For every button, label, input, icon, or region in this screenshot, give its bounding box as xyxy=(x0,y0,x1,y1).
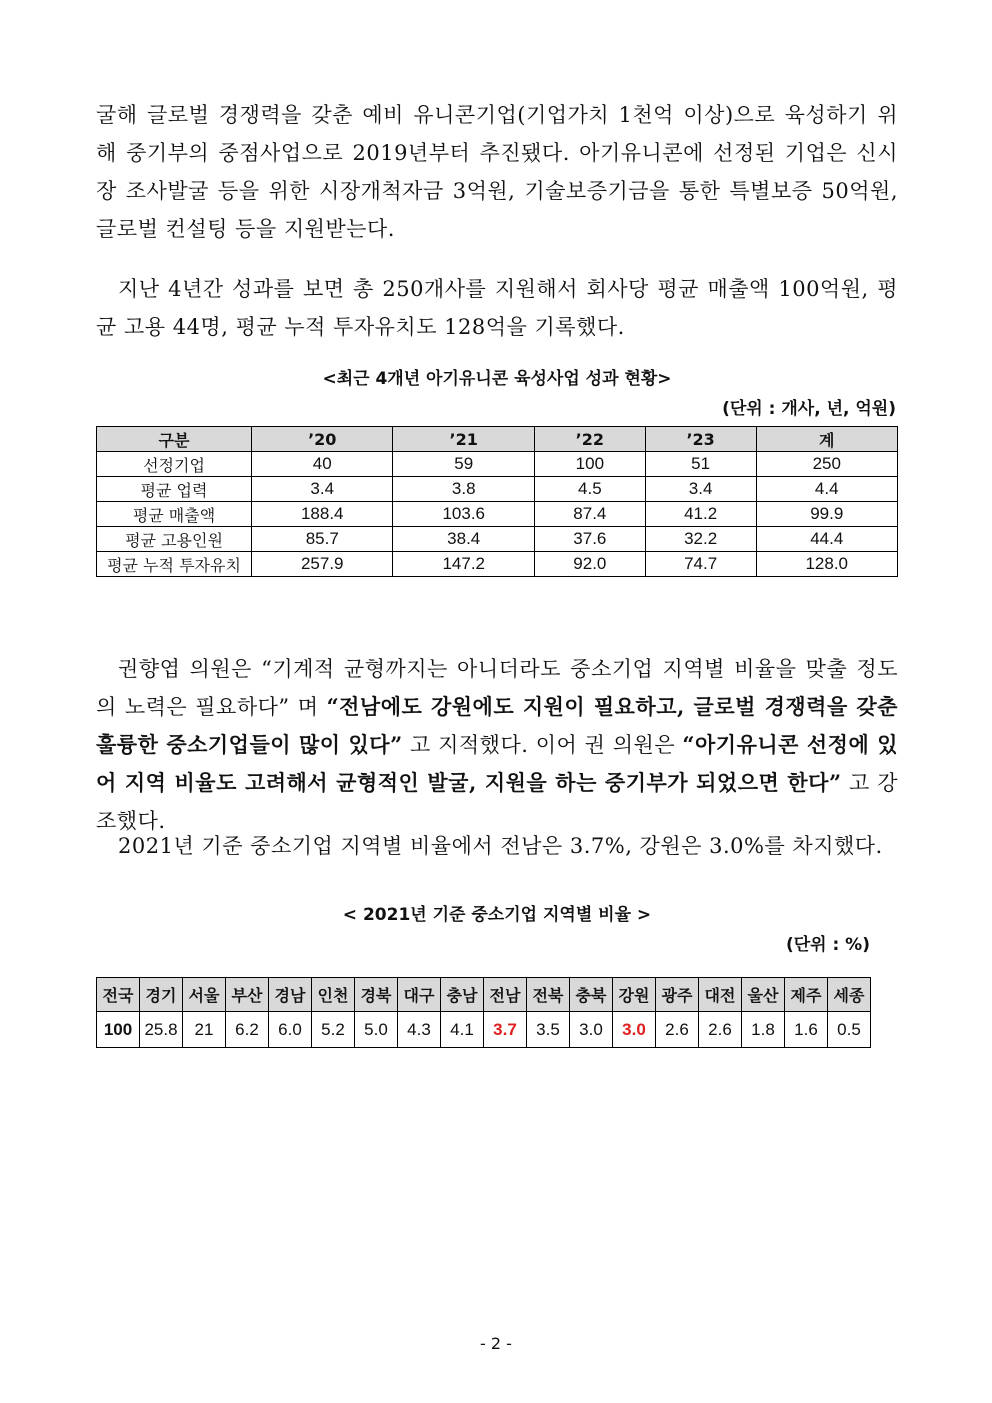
region-header: 충남 xyxy=(441,978,484,1012)
quote-middle: 고 지적했다. 이어 권 의원은 xyxy=(402,733,683,757)
table1-caption: <최근 4개년 아기유니콘 육성사업 성과 현황> xyxy=(322,369,672,389)
table-row xyxy=(97,477,898,502)
quote-bold-1: “전남에도 강원에도 지원이 필요하고, 글로벌 경쟁력을 갖춘 훌륭한 중소기업들이 많이 있다” xyxy=(96,694,898,757)
header-2022: ’22 xyxy=(534,427,645,452)
region-header: 강원 xyxy=(613,978,656,1012)
paragraph-program-intro: 굴해 글로벌 경쟁력을 갖춘 예비 유니콘기업(기업가치 1천억 이상)으로 육성하기 위해 중기부의 중점사업으로 2019년부터 추진됐다. 아기유니콘에 선정된 기업은 신시장 조사발굴 등을 위한 시장개척자금 3억원, 기술보증기금을 통한 특별보증 50억원, 글로벌 컨설팅 등을 지원받는다. xyxy=(96,103,898,241)
table-cell: 38.4 xyxy=(393,527,534,552)
region-value: 21 xyxy=(183,1012,226,1048)
region-value: 6.0 xyxy=(269,1012,312,1048)
table2-caption: < 2021년 기준 중소기업 지역별 비율 > xyxy=(342,905,652,925)
table-row xyxy=(97,527,898,552)
region-value: 4.1 xyxy=(441,1012,484,1048)
region-value: 2.6 xyxy=(656,1012,699,1048)
table-row xyxy=(97,502,898,527)
row-label: 평균 매출액 xyxy=(97,502,252,527)
region-header: 대전 xyxy=(699,978,742,1012)
region-value: 2.6 xyxy=(699,1012,742,1048)
region-header: 경남 xyxy=(269,978,312,1012)
region-header: 부산 xyxy=(226,978,269,1012)
region-header: 대구 xyxy=(398,978,441,1012)
table1-unit: (단위 : 개사, 년, 억원) xyxy=(722,399,896,419)
region-header: 전북 xyxy=(527,978,570,1012)
region-value: 100 xyxy=(97,1012,140,1048)
row-label: 평균 업력 xyxy=(97,477,252,502)
performance-table xyxy=(96,426,898,577)
table-cell: 92.0 xyxy=(534,552,645,577)
region-value: 1.6 xyxy=(785,1012,828,1048)
table-cell: 74.7 xyxy=(645,552,756,577)
region-header: 울산 xyxy=(742,978,785,1012)
table-cell: 44.4 xyxy=(756,527,898,552)
region-header: 서울 xyxy=(183,978,226,1012)
table-row xyxy=(97,552,898,577)
table-cell: 257.9 xyxy=(252,552,393,577)
header-2023: ’23 xyxy=(645,427,756,452)
quote-intro: 권향엽 의원은 “기계적 균형까지는 아니더라도 중소기업 지역별 비율을 맞출 정도의 노력은 필요하다” 며 xyxy=(96,657,898,719)
header-category: 구분 xyxy=(97,427,252,452)
table-cell: 32.2 xyxy=(645,527,756,552)
table-header-row xyxy=(97,427,898,452)
region-value: 3.7 xyxy=(484,1012,527,1048)
row-label: 평균 고용인원 xyxy=(97,527,252,552)
region-value: 3.0 xyxy=(570,1012,613,1048)
row-label: 선정기업 xyxy=(97,452,252,477)
table-cell: 85.7 xyxy=(252,527,393,552)
table-cell: 103.6 xyxy=(393,502,534,527)
table-cell: 40 xyxy=(252,452,393,477)
region-value: 5.2 xyxy=(312,1012,355,1048)
region-header: 인천 xyxy=(312,978,355,1012)
table-cell: 147.2 xyxy=(393,552,534,577)
region-value: 0.5 xyxy=(828,1012,871,1048)
table2-unit: (단위 : %) xyxy=(785,935,870,955)
table-cell: 51 xyxy=(645,452,756,477)
table-cell: 188.4 xyxy=(252,502,393,527)
region-header: 경북 xyxy=(355,978,398,1012)
table-cell: 59 xyxy=(393,452,534,477)
quote-bold-2: “아기유니콘 선정에 있어 지역 비율도 고려해서 균형적인 발굴, 지원을 하는 중기부가 되었으면 한다” xyxy=(96,732,898,795)
region-value: 1.8 xyxy=(742,1012,785,1048)
table-cell: 3.8 xyxy=(393,477,534,502)
quote-end: 고 강조했다. xyxy=(96,771,898,833)
table-cell: 37.6 xyxy=(534,527,645,552)
table-cell: 4.4 xyxy=(756,477,898,502)
paragraph-regional-ratio: 2021년 기준 중소기업 지역별 비율에서 전남은 3.7%, 강원은 3.0%를 차지했다. xyxy=(118,834,883,858)
table-cell: 99.9 xyxy=(756,502,898,527)
region-value: 4.3 xyxy=(398,1012,441,1048)
table-row xyxy=(97,452,898,477)
page-number: - 2 - xyxy=(480,1334,512,1353)
table-cell: 87.4 xyxy=(534,502,645,527)
region-header: 전국 xyxy=(97,978,140,1012)
table-cell: 250 xyxy=(756,452,898,477)
region-value: 25.8 xyxy=(140,1012,183,1048)
header-2020: ’20 xyxy=(252,427,393,452)
region-header: 제주 xyxy=(785,978,828,1012)
region-value: 6.2 xyxy=(226,1012,269,1048)
region-header: 경기 xyxy=(140,978,183,1012)
table-cell: 3.4 xyxy=(252,477,393,502)
header-2021: ’21 xyxy=(393,427,534,452)
region-value: 5.0 xyxy=(355,1012,398,1048)
paragraph-performance: 지난 4년간 성과를 보면 총 250개사를 지원해서 회사당 평균 매출액 100억원, 평균 고용 44명, 평균 누적 투자유치도 128억을 기록했다. xyxy=(96,277,898,339)
region-value: 3.0 xyxy=(613,1012,656,1048)
header-total: 계 xyxy=(756,427,898,452)
row-label: 평균 누적 투자유치 xyxy=(97,552,252,577)
region-value: 3.5 xyxy=(527,1012,570,1048)
region-header: 전남 xyxy=(484,978,527,1012)
table-cell: 41.2 xyxy=(645,502,756,527)
table-cell: 128.0 xyxy=(756,552,898,577)
region-ratio-table xyxy=(96,977,871,1048)
table-header-row xyxy=(97,978,871,1012)
paragraph-quote xyxy=(96,650,898,840)
table-cell: 100 xyxy=(534,452,645,477)
region-header: 세종 xyxy=(828,978,871,1012)
region-header: 광주 xyxy=(656,978,699,1012)
table-cell: 3.4 xyxy=(645,477,756,502)
table-row xyxy=(97,1012,871,1048)
region-header: 충북 xyxy=(570,978,613,1012)
table-cell: 4.5 xyxy=(534,477,645,502)
